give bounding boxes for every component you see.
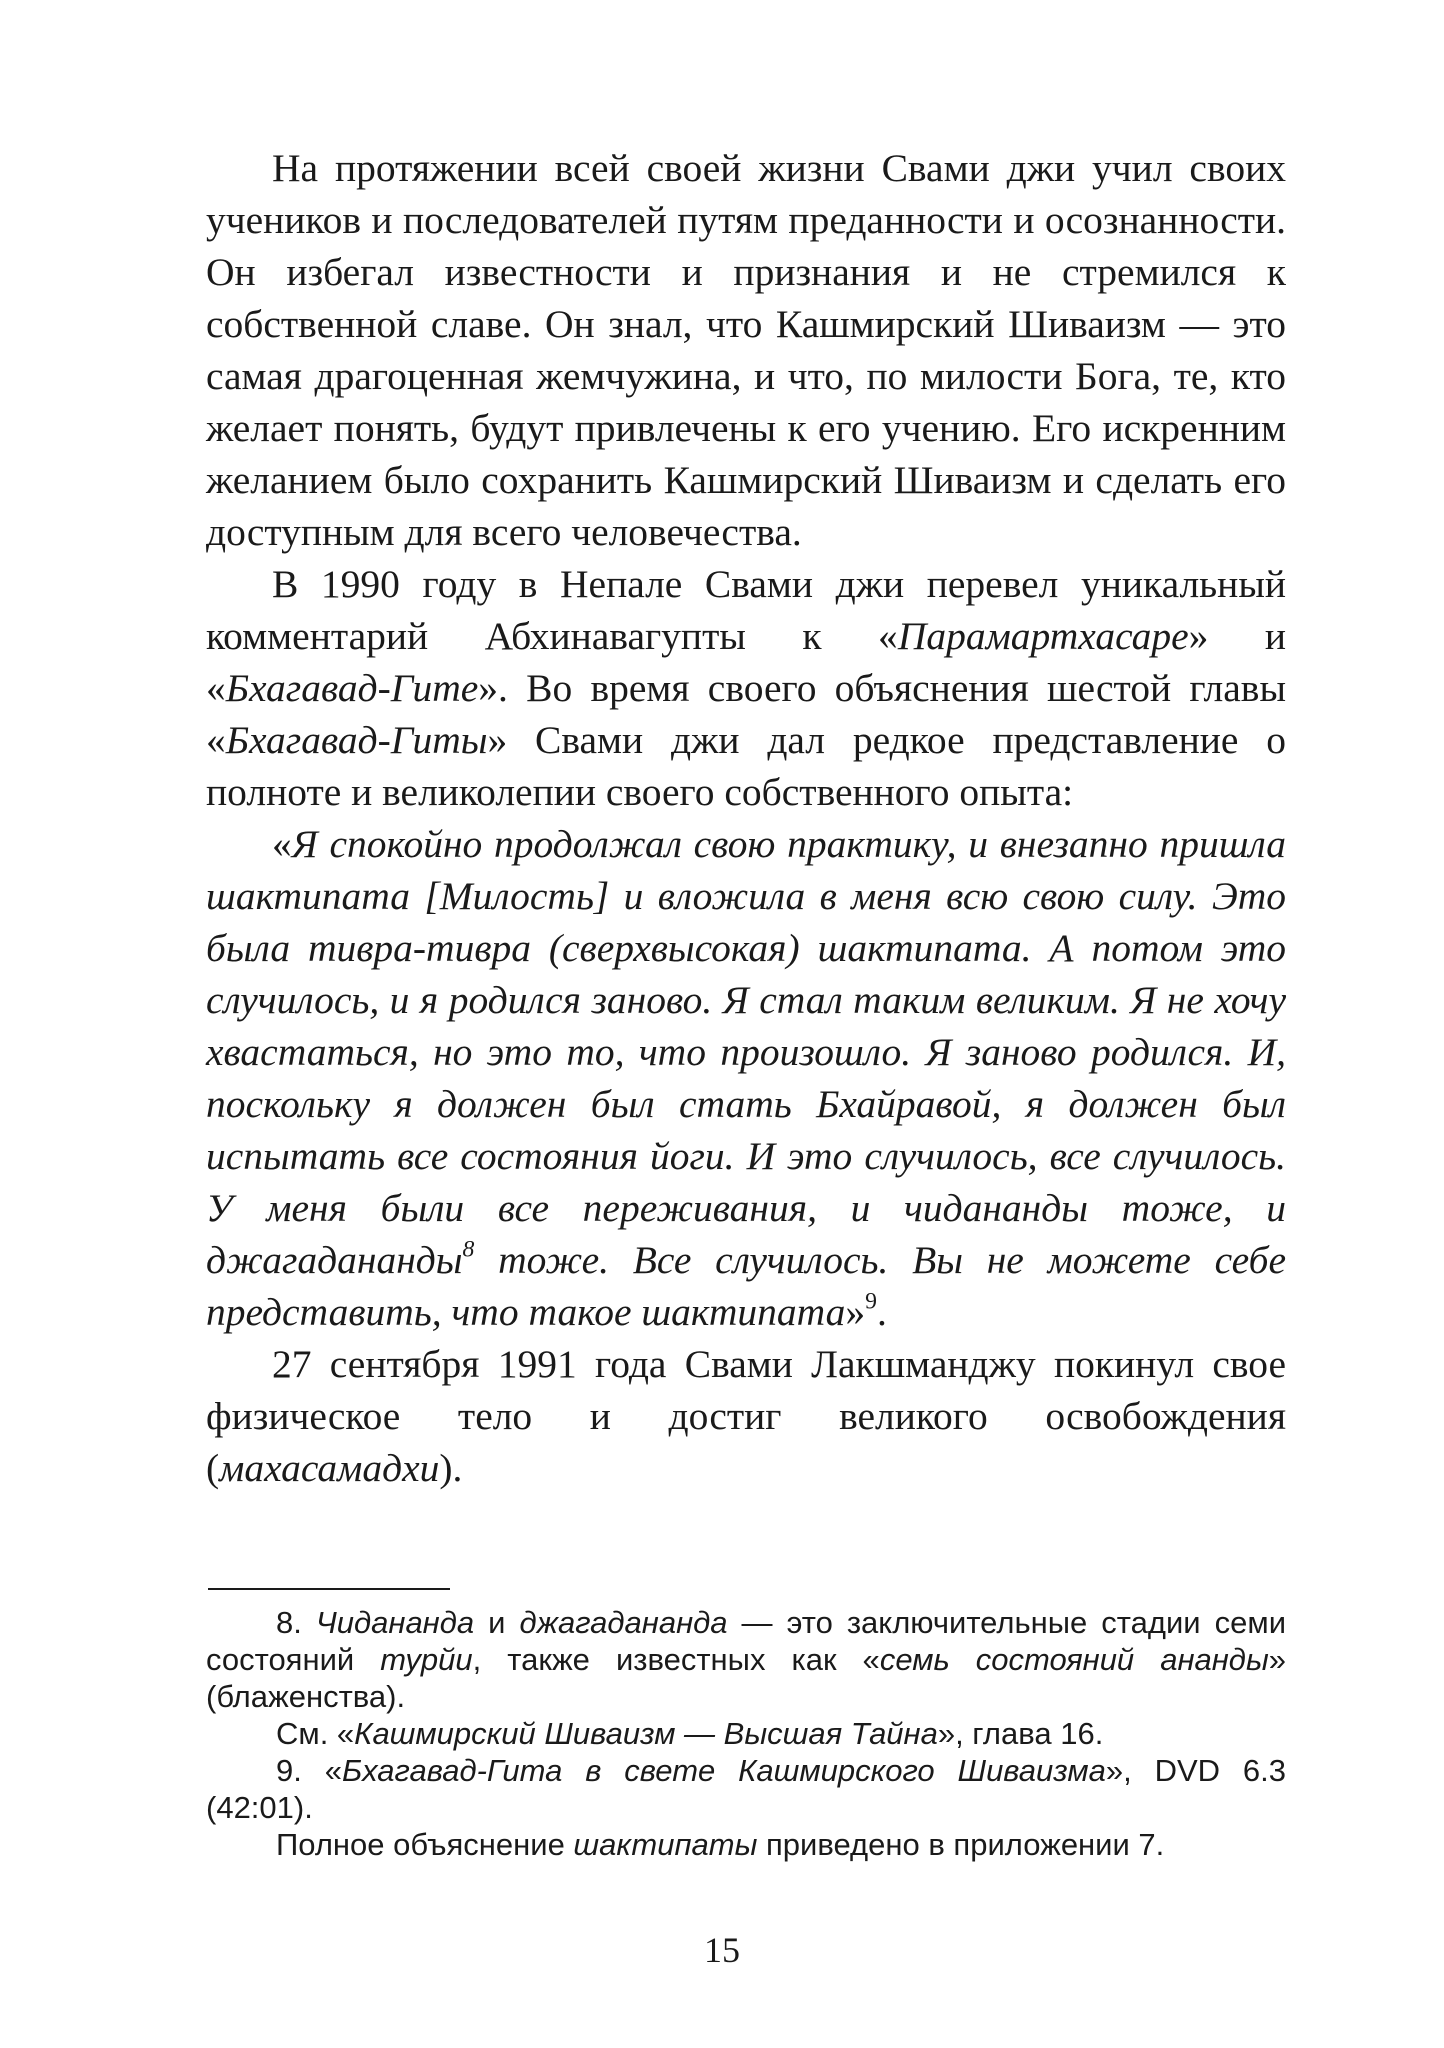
italic-text: турйи bbox=[380, 1642, 473, 1677]
italic-text: Чидананда bbox=[315, 1605, 475, 1640]
italic-text: махасамадхи bbox=[219, 1446, 440, 1490]
text-run: », глава 16. bbox=[937, 1716, 1104, 1751]
italic-text: семь состояний ананды bbox=[879, 1642, 1269, 1677]
text-run: См. « bbox=[276, 1716, 355, 1751]
text-run: — это заключительные стадии семи состояний bbox=[206, 1605, 1287, 1677]
text-run: « bbox=[272, 822, 292, 866]
italic-text: Кашмирский Шиваизм — Высшая Тайна bbox=[354, 1716, 938, 1751]
text-run: Полное объяснение bbox=[276, 1827, 574, 1862]
footnote-separator bbox=[208, 1588, 450, 1590]
footnote bbox=[206, 1604, 1286, 1715]
text-run: . bbox=[877, 1290, 887, 1334]
text-run: » и « bbox=[206, 614, 1286, 710]
paragraph bbox=[206, 1338, 1286, 1494]
page-number: 15 bbox=[704, 1930, 740, 1970]
paragraph bbox=[206, 558, 1286, 818]
text-run: и bbox=[474, 1605, 520, 1640]
footnote bbox=[206, 1826, 1286, 1863]
text-run: 8. bbox=[276, 1605, 316, 1640]
footnote bbox=[206, 1715, 1286, 1752]
body-text bbox=[206, 142, 1286, 1494]
text-run: », DVD 6.3 (42:01). bbox=[206, 1753, 1287, 1825]
italic-text: тоже. Все случилось. Вы не можете себе представить, что такое шактипата bbox=[206, 1238, 1286, 1334]
text-run: В 1990 году в Непале Свами джи перевел уникальный комментарий Абхинавагупты к « bbox=[206, 562, 1286, 658]
text-run: » (блаженства). bbox=[206, 1642, 1286, 1714]
italic-text: Я спокойно продолжал свою практику, и внезапно пришла шактипата [Милость] и вложила в меня всю свою силу. Это была тивра-тивра (сверхвысокая) шактипата. А потом это случилось, и я родился заново. Я стал таким великим. Я не хочу хвастаться, но это то, что произошло. Я заново родился. И, поскольку я должен был стать Бхайравой, я должен был испытать все состояния йоги. И это случилось, все случилось. У меня были все переживания, и чидананды тоже, и джагадананды bbox=[206, 822, 1286, 1282]
footnote bbox=[206, 1752, 1286, 1826]
italic-text: джагадананда bbox=[519, 1605, 728, 1640]
quote-paragraph bbox=[206, 818, 1286, 1338]
text-run: » Свами джи дал редкое представление о полноте и великолепии своего собственного опыта: bbox=[206, 718, 1286, 814]
footnote-marker: 9 bbox=[865, 1288, 877, 1315]
footnotes bbox=[206, 1604, 1286, 1863]
text-run: ). bbox=[439, 1446, 463, 1490]
italic-text: Бхагавад-Гита в свете Кашмирского Шиваизма bbox=[341, 1753, 1106, 1788]
italic-text: шактипаты bbox=[573, 1827, 758, 1862]
italic-text: Бхагавад-Гиты bbox=[225, 718, 488, 762]
text-run: приведено в приложении 7. bbox=[757, 1827, 1165, 1862]
text-run: , также известных как « bbox=[472, 1642, 880, 1677]
paragraph bbox=[206, 142, 1286, 558]
italic-text: Парамартхасаре bbox=[897, 614, 1189, 658]
text-run: » bbox=[845, 1290, 866, 1334]
footnote-marker: 8 bbox=[462, 1236, 475, 1263]
italic-text: Бхагавад-Гите bbox=[225, 666, 479, 710]
text-run: 9. « bbox=[276, 1753, 342, 1788]
text-run: ». Во время своего объяснения шестой главы « bbox=[206, 666, 1286, 762]
text-run: 27 сентября 1991 года Свами Лакшманджу покинул свое физическое тело и достиг великого освобождения ( bbox=[206, 1342, 1286, 1490]
text-run: На протяжении всей своей жизни Свами джи учил своих учеников и последователей путям преданности и осознанности. Он избегал известности и признания и не стремился к собственной славе. Он знал, что Кашмирский Шиваизм — это самая драгоценная жемчужина, и что, по милости Бога, те, кто желает понять, будут привлечены к его учению. Его искренним желанием было сохранить Кашмирский Шиваизм и сделать его доступным для всего человечества. bbox=[206, 146, 1286, 554]
